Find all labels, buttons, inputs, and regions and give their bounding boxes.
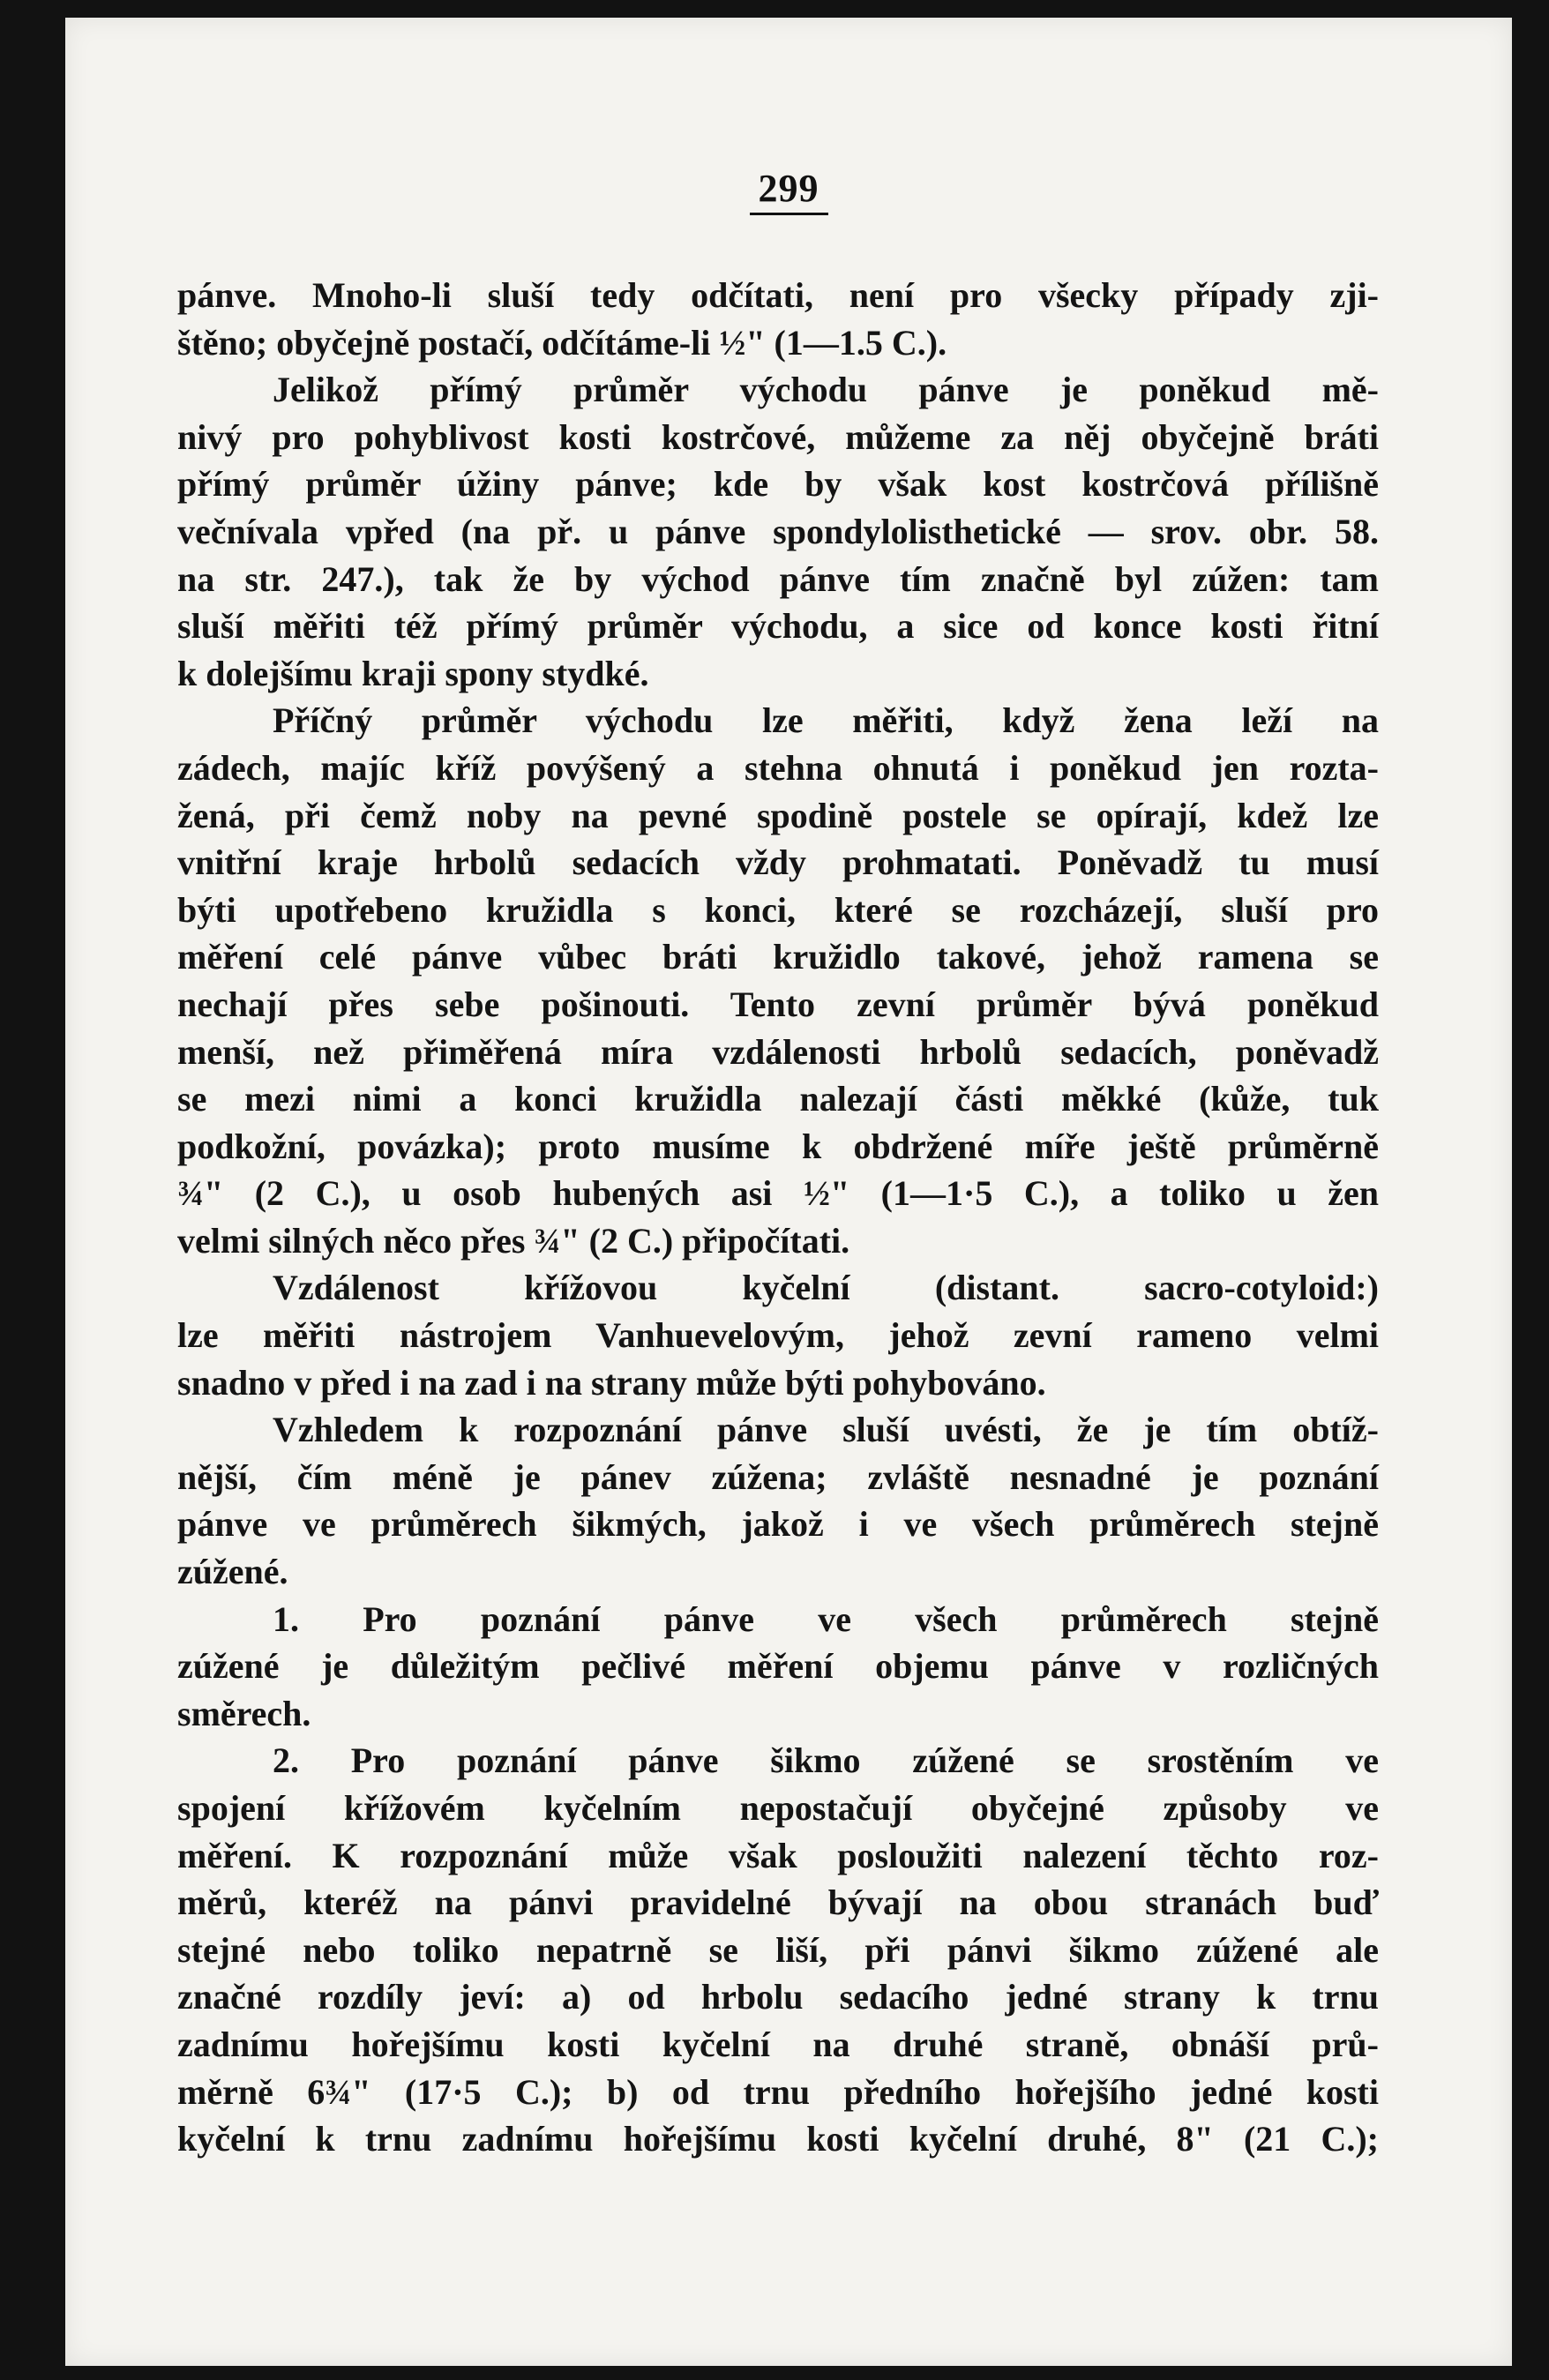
- text-line: na str. 247.), tak že by východ pánve tím značně byl zúžen: tam: [177, 558, 1379, 599]
- text-line: měrů, kteréž na pánvi pravidelné bývají na obou stranách buď: [177, 1882, 1379, 1923]
- text-line: podkožní, povázka); proto musíme k obdržené míře ještě průměrně: [177, 1126, 1379, 1166]
- text-line: přímý průměr úžiny pánve; kde by však kost kostrčová přílišně: [177, 464, 1379, 505]
- text-line: žená, při čemž noby na pevné spodině postele se opírají, kdež lze: [177, 795, 1379, 835]
- text-line: pánve. Mnoho-li sluší tedy odčítati, není pro všecky případy zji-: [177, 275, 1379, 315]
- text-line: stejné nebo toliko nepatrně se liší, při pánvi šikmo zúžené ale: [177, 1929, 1379, 1970]
- text-line: měrně 6¾" (17·5 C.); b) od trnu předního hořejšího jedné kosti: [177, 2071, 1379, 2112]
- page-number: [65, 166, 1512, 215]
- text-line: nivý pro pohyblivost kosti kostrčové, můžeme za něj obyčejně bráti: [177, 416, 1379, 457]
- text-line: lze měřiti nástrojem Vanhuevelovým, jehož zevní rameno velmi: [177, 1315, 1379, 1356]
- text-line: k dolejšímu kraji spony stydké.: [177, 653, 649, 693]
- body-text: [177, 272, 1379, 2163]
- text-line: se mezi nimi a konci kružidla nalezají části měkké (kůže, tuk: [177, 1079, 1379, 1119]
- text-line: měření. K rozpoznání může však posloužiti nalezení těchto roz-: [177, 1835, 1379, 1875]
- text-line: pánve ve průměrech šikmých, jakož i ve všech průměrech stejně: [177, 1504, 1379, 1545]
- text-line: značné rozdíly jeví: a) od hrbolu sedacího jedné strany k trnu: [177, 1977, 1379, 2017]
- text-line: 2. Pro poznání pánve šikmo zúžené se srostěním ve: [273, 1740, 1379, 1781]
- text-line: zúžené je důležitým pečlivé měření objemu pánve v rozličných: [177, 1646, 1379, 1687]
- text-line: večnívala vpřed (na př. u pánve spondylolisthetické — srov. obr. 58.: [177, 511, 1379, 551]
- text-line: snadno v před i na zad i na strany může býti pohybováno.: [177, 1362, 1046, 1403]
- text-line: směrech.: [177, 1693, 311, 1733]
- text-line: měření celé pánve vůbec bráti kružidlo takové, jehož ramena se: [177, 937, 1379, 977]
- text-line: býti upotřebeno kružidla s konci, které se rozcházejí, sluší pro: [177, 889, 1379, 930]
- text-line: ¾" (2 C.), u osob hubených asi ½" (1—1·5 C.), a toliko u žen: [177, 1173, 1379, 1214]
- text-line: nější, čím méně je pánev zúžena; zvláště nesnadné je poznání: [177, 1456, 1379, 1497]
- text-line: menší, než přiměřená míra vzdálenosti hrbolů sedacích, poněvadž: [177, 1031, 1379, 1072]
- text-line: vnitřní kraje hrbolů sedacích vždy prohmatati. Poněvadž tu musí: [177, 842, 1379, 883]
- text-line: zádech, majíc kříž povýšený a stehna ohnutá i poněkud jen rozta-: [177, 747, 1379, 788]
- text-line: Vzhledem k rozpoznání pánve sluší uvésti, že je tím obtíž-: [273, 1410, 1379, 1450]
- text-line: zadnímu hořejšímu kosti kyčelní na druhé straně, obnáší prů-: [177, 2024, 1379, 2064]
- text-line: velmi silných něco přes ¾" (2 C.) připočítati.: [177, 1220, 850, 1261]
- text-line: kyčelní k trnu zadnímu hořejšímu kosti kyčelní druhé, 8" (21 C.);: [177, 2119, 1379, 2159]
- page-number-text: 299: [750, 166, 828, 215]
- text-line: zúžené.: [177, 1552, 288, 1592]
- text-line: Vzdálenost křížovou kyčelní (distant. sacro-cotyloid:): [273, 1268, 1379, 1308]
- text-line: spojení křížovém kyčelním nepostačují obyčejné způsoby ve: [177, 1788, 1379, 1828]
- text-line: Jelikož přímý průměr východu pánve je poněkud mě-: [273, 370, 1379, 410]
- text-line: Příčný průměr východu lze měřiti, když žena leží na: [273, 700, 1379, 741]
- text-line: nechají přes sebe pošinouti. Tento zevní průměr bývá poněkud: [177, 984, 1379, 1024]
- text-line: štěno; obyčejně postačí, odčítáme-li ½" (1—1.5 C.).: [177, 322, 947, 363]
- book-page: [65, 18, 1512, 2366]
- text-line: sluší měřiti též přímý průměr východu, a sice od konce kosti řitní: [177, 606, 1379, 647]
- text-line: 1. Pro poznání pánve ve všech průměrech stejně: [273, 1598, 1379, 1639]
